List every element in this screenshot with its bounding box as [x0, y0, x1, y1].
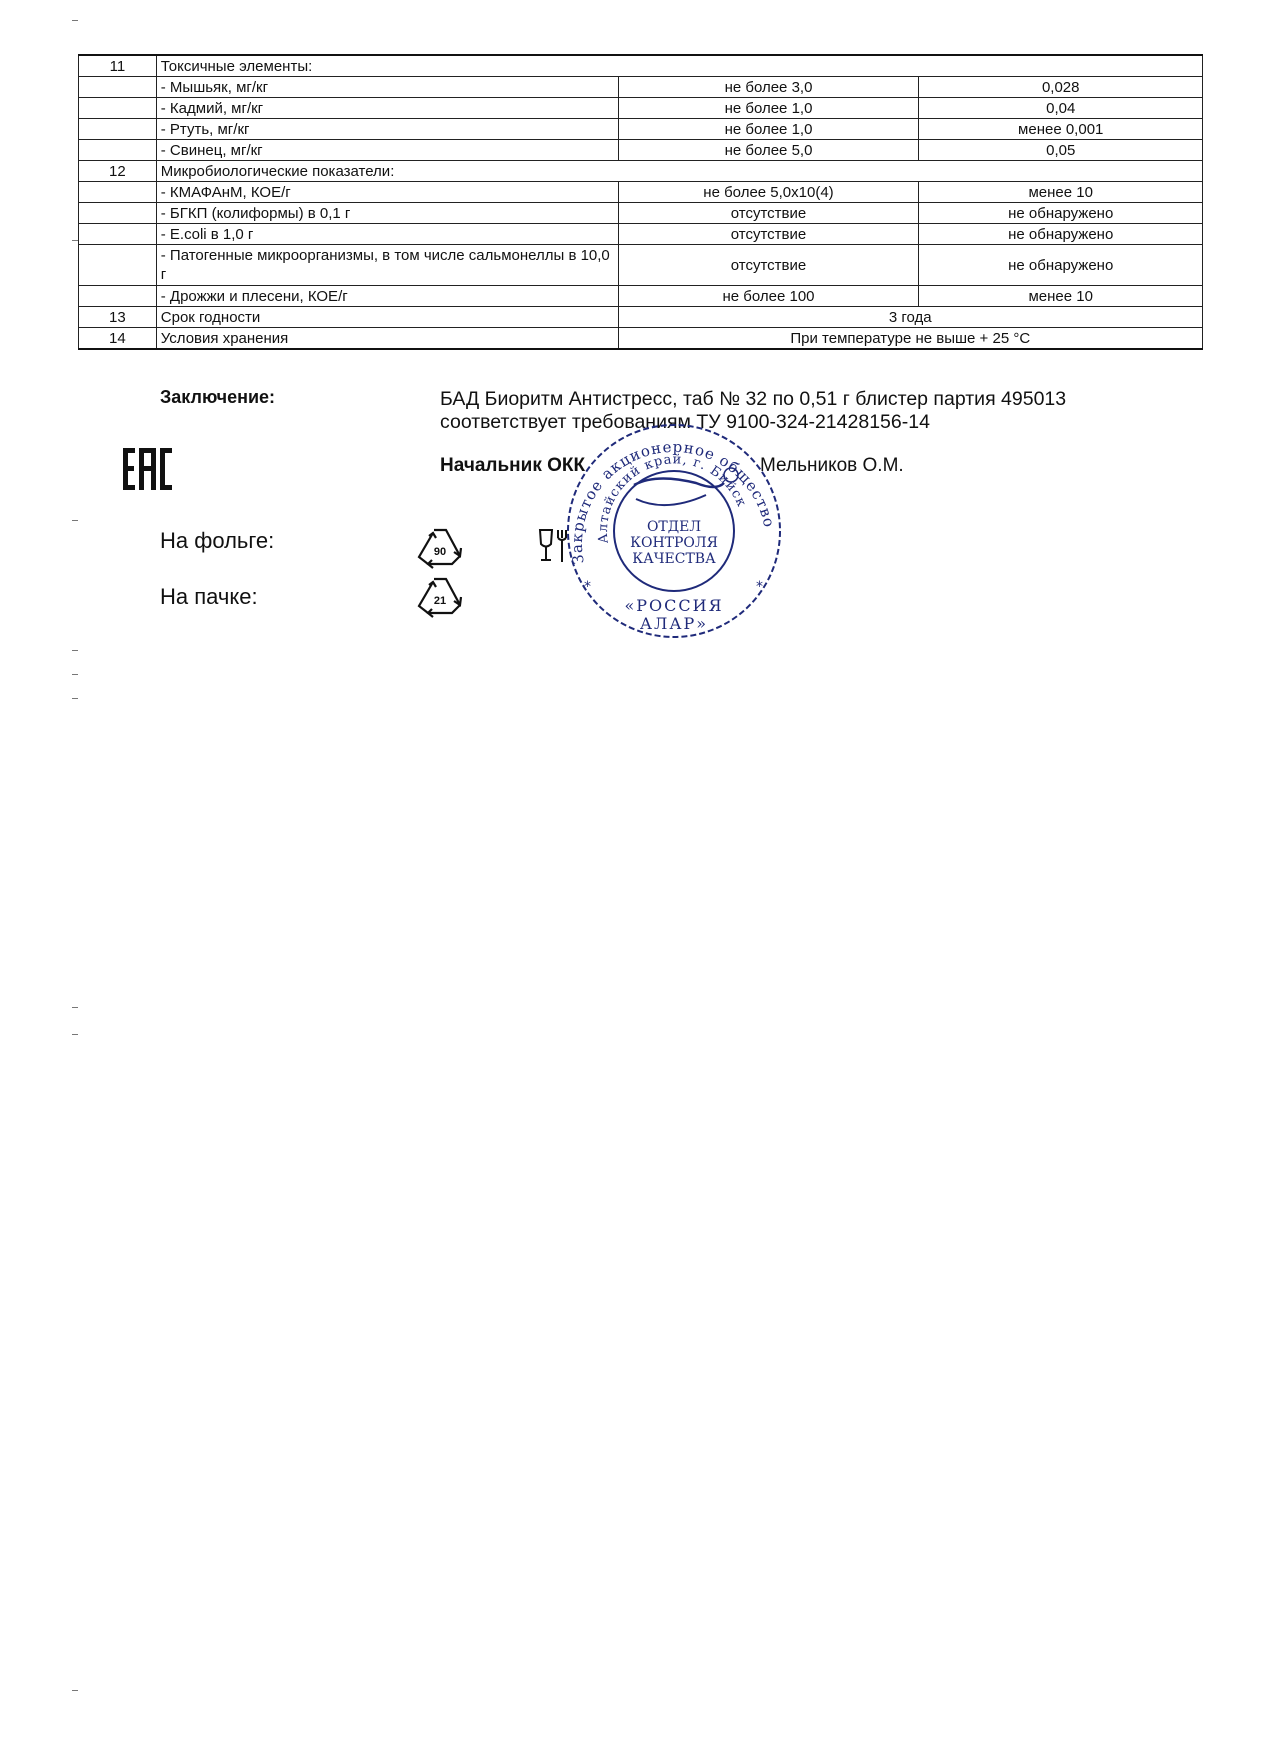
norm-cell: не более 5,0х10(4) [618, 182, 919, 203]
result-cell: 0,04 [919, 98, 1203, 119]
table-row [79, 55, 1203, 77]
scan-margin-mark [72, 674, 78, 675]
stamp-center-line-1: ОТДЕЛ [646, 519, 702, 535]
scan-margin-mark [72, 1690, 78, 1691]
indicator-name-cell: - Патогенные микроорганизмы, в том числе сальмонеллы в 10,0 г [156, 245, 618, 286]
norm-cell: не более 3,0 [618, 77, 919, 98]
row-number-cell [79, 224, 157, 245]
result-cell: менее 10 [919, 286, 1203, 307]
norm-cell: отсутствие [618, 224, 919, 245]
result-cell: 0,028 [919, 77, 1203, 98]
table-row [79, 224, 1203, 245]
merged-value-cell: 3 года [618, 307, 1202, 328]
foil-recycle-code: 90 [433, 546, 447, 558]
table-row [79, 286, 1203, 307]
norm-cell: не более 5,0 [618, 140, 919, 161]
table-row [79, 161, 1203, 182]
conclusion-line-2: соответствует требованиям ТУ 9100-324-21428156-14 [440, 411, 930, 433]
stamp-center-line-2: КОНТРОЛЯ [630, 535, 718, 551]
scan-margin-mark [72, 698, 78, 699]
recycle-triangle-icon [414, 571, 466, 621]
quality-control-stamp [556, 413, 792, 649]
table-row [79, 77, 1203, 98]
indicator-name-cell: - Свинец, мг/кг [156, 140, 618, 161]
indicator-name-cell: - Кадмий, мг/кг [156, 98, 618, 119]
norm-cell: не более 100 [618, 286, 919, 307]
scan-margin-mark [72, 20, 78, 21]
table-row [79, 245, 1203, 286]
result-cell: не обнаружено [919, 224, 1203, 245]
indicator-name-cell: - Мышьяк, мг/кг [156, 77, 618, 98]
row-number-cell: 11 [79, 55, 157, 77]
row-number-cell [79, 77, 157, 98]
row-number-cell [79, 119, 157, 140]
row-number-cell [79, 203, 157, 224]
row-number-cell [79, 245, 157, 286]
merged-value-cell: При температуре не выше + 25 °С [618, 328, 1202, 350]
row-number-cell [79, 286, 157, 307]
indicator-name-cell: - БГКП (колиформы) в 0,1 г [156, 203, 618, 224]
row-number-cell [79, 182, 157, 203]
indicator-name-cell: Срок годности [156, 307, 618, 328]
norm-cell: не более 1,0 [618, 98, 919, 119]
row-number-cell: 13 [79, 307, 157, 328]
row-number-cell [79, 140, 157, 161]
eac-logo [122, 446, 174, 492]
section-title-cell: Микробиологические показатели: [156, 161, 618, 182]
conclusion-line-1: БАД Биоритм Антистресс, таб № 32 по 0,51 г блистер партия 495013 [440, 388, 1067, 410]
section-title-cell: Токсичные элементы: [156, 55, 618, 77]
box-recycle-code: 21 [433, 595, 447, 607]
specification-table [78, 54, 1203, 350]
signature-name: Мельников О.М. [760, 455, 904, 476]
signature-title: Начальник ОКК [440, 455, 586, 476]
stamp-outer-text: Закрытое акционерное общество [567, 437, 779, 566]
table-row [79, 203, 1203, 224]
scan-margin-mark [72, 1007, 78, 1008]
result-cell: 0,05 [919, 140, 1203, 161]
indicator-name-cell: - Ртуть, мг/кг [156, 119, 618, 140]
scan-margin-mark [72, 650, 78, 651]
empty-cell [618, 55, 1202, 77]
table-row [79, 140, 1203, 161]
indicator-name-cell: - Дрожжи и плесени, КОЕ/г [156, 286, 618, 307]
recycle-triangle-icon [414, 522, 466, 572]
result-cell: не обнаружено [919, 203, 1203, 224]
scan-margin-mark [72, 520, 78, 521]
conclusion-label: Заключение: [160, 387, 276, 407]
row-number-cell: 14 [79, 328, 157, 350]
stamp-bottom-text: «РОССИЯ [624, 596, 724, 615]
norm-cell: отсутствие [618, 203, 919, 224]
stamp-star-icon: * [756, 579, 763, 595]
foil-label: На фольге: [160, 528, 275, 553]
indicator-name-cell: Условия хранения [156, 328, 618, 350]
norm-cell: не более 1,0 [618, 119, 919, 140]
indicator-name-cell: - КМАФАнМ, КОЕ/г [156, 182, 618, 203]
scan-margin-mark [72, 240, 78, 241]
result-cell: не обнаружено [919, 245, 1203, 286]
table-row [79, 328, 1203, 350]
stamp-star-icon: * [584, 579, 591, 595]
scan-margin-mark [72, 1034, 78, 1035]
row-number-cell [79, 98, 157, 119]
result-cell: менее 10 [919, 182, 1203, 203]
norm-cell: отсутствие [618, 245, 919, 286]
table-row [79, 307, 1203, 328]
stamp-center-line-3: КАЧЕСТВА [632, 551, 716, 567]
table-row [79, 182, 1203, 203]
conclusion-text [440, 388, 1200, 434]
indicator-name-cell: - E.coli в 1,0 г [156, 224, 618, 245]
table-row [79, 119, 1203, 140]
box-label: На пачке: [160, 584, 258, 609]
table-row [79, 98, 1203, 119]
stamp-bottom-text-2: АЛАР» [639, 614, 709, 633]
empty-cell [618, 161, 1202, 182]
stamp-middle-text: Алтайский край, г. Бийск [595, 452, 750, 545]
row-number-cell: 12 [79, 161, 157, 182]
result-cell: менее 0,001 [919, 119, 1203, 140]
